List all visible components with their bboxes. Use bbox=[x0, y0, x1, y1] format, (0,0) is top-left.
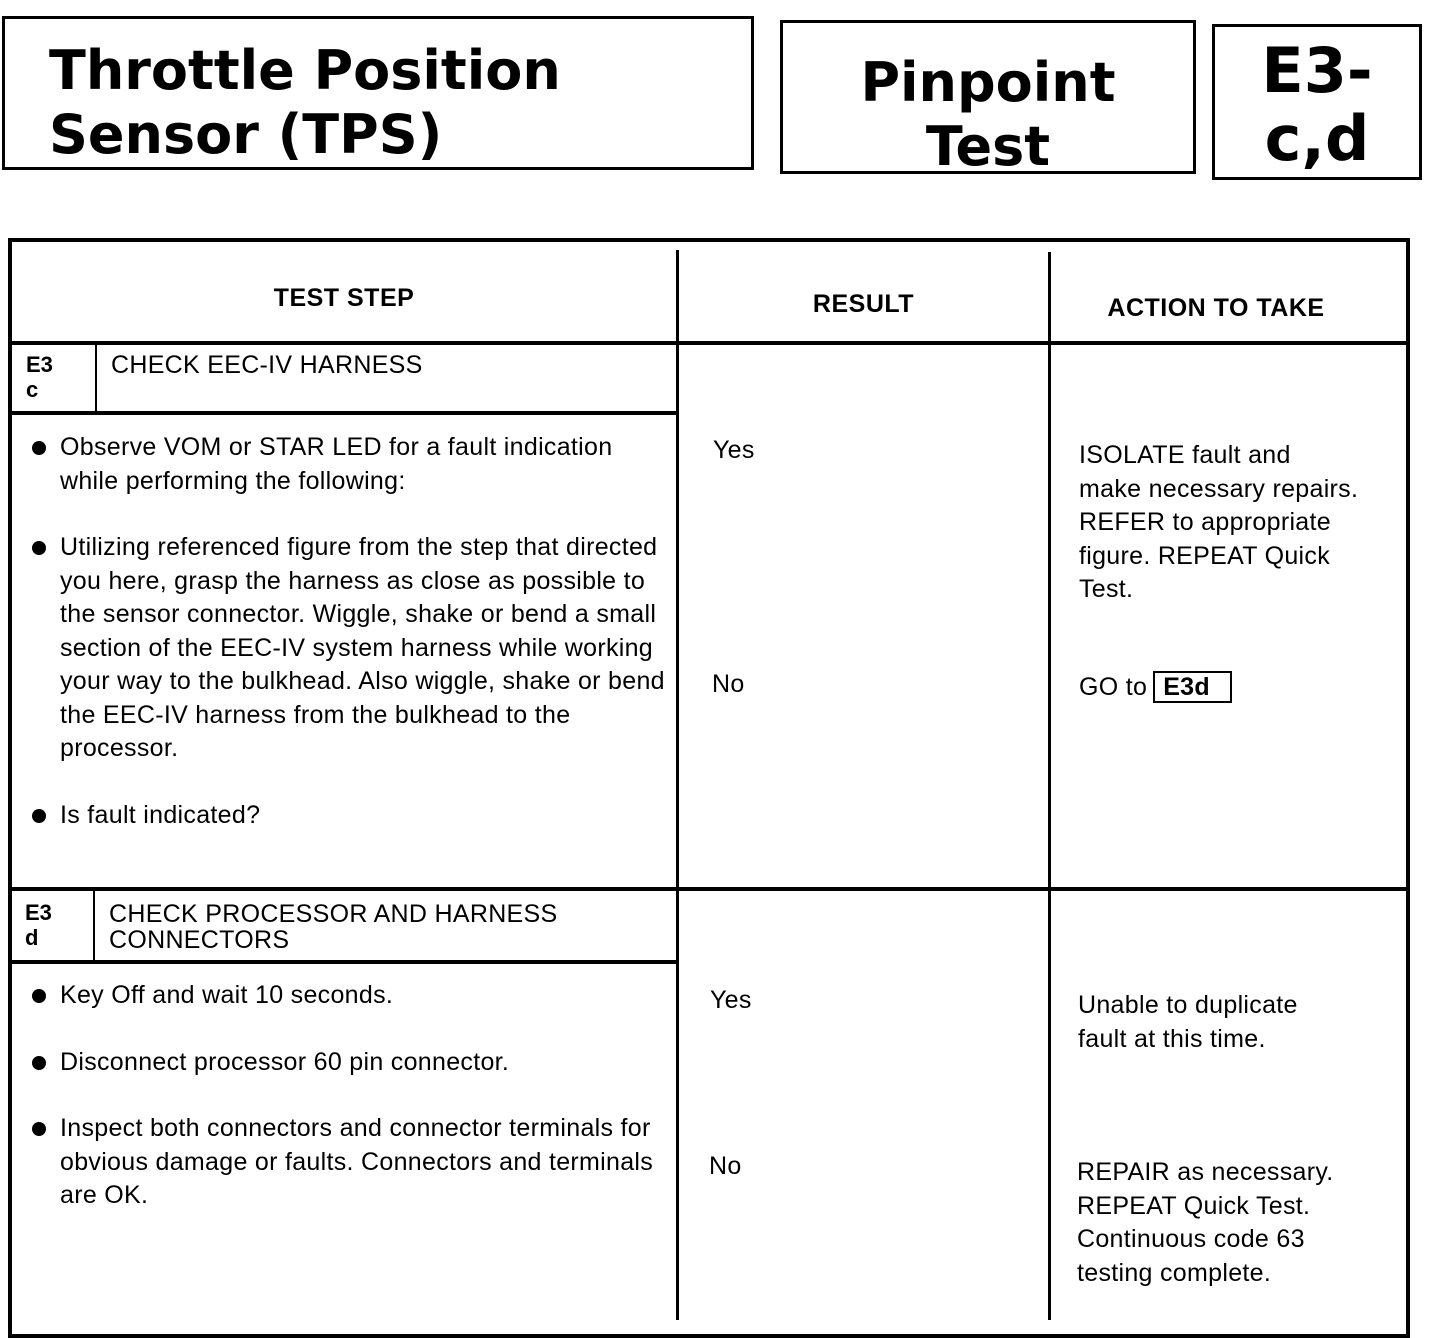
step-d-id-divider bbox=[93, 890, 95, 960]
title-box bbox=[2, 16, 754, 170]
step-d-action-no: REPAIR as necessary. REPEAT Quick Test. Continuous code 63 testing complete. bbox=[1077, 1158, 1334, 1287]
test-id-box bbox=[1212, 24, 1422, 180]
step-d-title-rule bbox=[10, 960, 678, 964]
step-c-result-yes: Yes bbox=[713, 436, 755, 464]
column-header-action: ACTION TO TAKE bbox=[1107, 294, 1325, 322]
step-d-id-line-1: E3 bbox=[25, 900, 52, 925]
row-divider bbox=[10, 887, 1408, 891]
step-c-title-rule bbox=[10, 411, 678, 415]
page-title bbox=[49, 39, 561, 167]
step-d-title-line-1: CHECK PROCESSOR AND HARNESS bbox=[109, 900, 558, 928]
step-d-instructions bbox=[32, 979, 670, 1213]
step-ref-e3d[interactable]: E3d bbox=[1153, 671, 1232, 703]
test-id bbox=[1215, 34, 1419, 175]
test-type-box bbox=[780, 20, 1196, 178]
column-header-test-step: TEST STEP bbox=[273, 284, 415, 312]
step-c-instructions bbox=[32, 431, 670, 832]
step-d-action-yes: Unable to duplicate fault at this time. bbox=[1078, 991, 1298, 1053]
step-d-title bbox=[109, 901, 557, 953]
step-d-result-yes: Yes bbox=[710, 986, 752, 1014]
step-c-bullet-1: Observe VOM or STAR LED for a fault indication while performing the following: bbox=[32, 431, 670, 498]
col-divider-2 bbox=[1048, 252, 1051, 1320]
step-c-title: CHECK EEC-IV HARNESS bbox=[111, 351, 423, 379]
test-type-line-2: Test bbox=[925, 115, 1051, 178]
test-id-line-1: E3- bbox=[1261, 34, 1373, 107]
step-c-action-no-text: GO to bbox=[1079, 673, 1148, 701]
step-d-bullet-2: Disconnect processor 60 pin connector. bbox=[32, 1046, 670, 1080]
step-c-action-no bbox=[1079, 671, 1232, 705]
column-header-result: RESULT bbox=[812, 290, 915, 318]
step-d-id-line-2: d bbox=[25, 925, 39, 950]
page-title-line-2: Sensor (TPS) bbox=[49, 103, 443, 166]
test-type-line-1: Pinpoint bbox=[860, 51, 1116, 114]
step-c-id bbox=[26, 352, 53, 402]
step-d-bullet-1: Key Off and wait 10 seconds. bbox=[32, 979, 670, 1013]
test-type bbox=[783, 51, 1193, 179]
step-c-id-divider bbox=[95, 344, 97, 412]
test-id-line-2: c,d bbox=[1264, 102, 1370, 175]
step-c-bullet-3: Is fault indicated? bbox=[32, 799, 670, 833]
step-d-bullet-3: Inspect both connectors and connector terminals for obvious damage or faults. Connectors and terminals are OK. bbox=[32, 1112, 670, 1213]
step-d-result-no: No bbox=[709, 1152, 742, 1180]
step-c-result-no: No bbox=[712, 670, 745, 698]
step-c-id-line-1: E3 bbox=[26, 352, 53, 377]
step-c-bullet-2: Utilizing referenced figure from the step that directed you here, grasp the harness as close as possible to the sensor connector. Wiggle, shake or bend a small section of the EEC-IV system harness while working your way to the bulkhead. Also wiggle, shake or bend the EEC-IV harness from the bulkhead to the processor. bbox=[32, 531, 670, 766]
header-rule bbox=[10, 341, 1408, 345]
page-title-line-1: Throttle Position bbox=[49, 39, 561, 102]
step-d-title-line-2: CONNECTORS bbox=[109, 926, 290, 954]
step-c-action-yes: ISOLATE fault and make necessary repairs. REFER to appropriate figure. REPEAT Quick Test. bbox=[1079, 441, 1359, 603]
step-d-id bbox=[25, 900, 52, 950]
step-c-id-line-2: c bbox=[26, 377, 39, 402]
